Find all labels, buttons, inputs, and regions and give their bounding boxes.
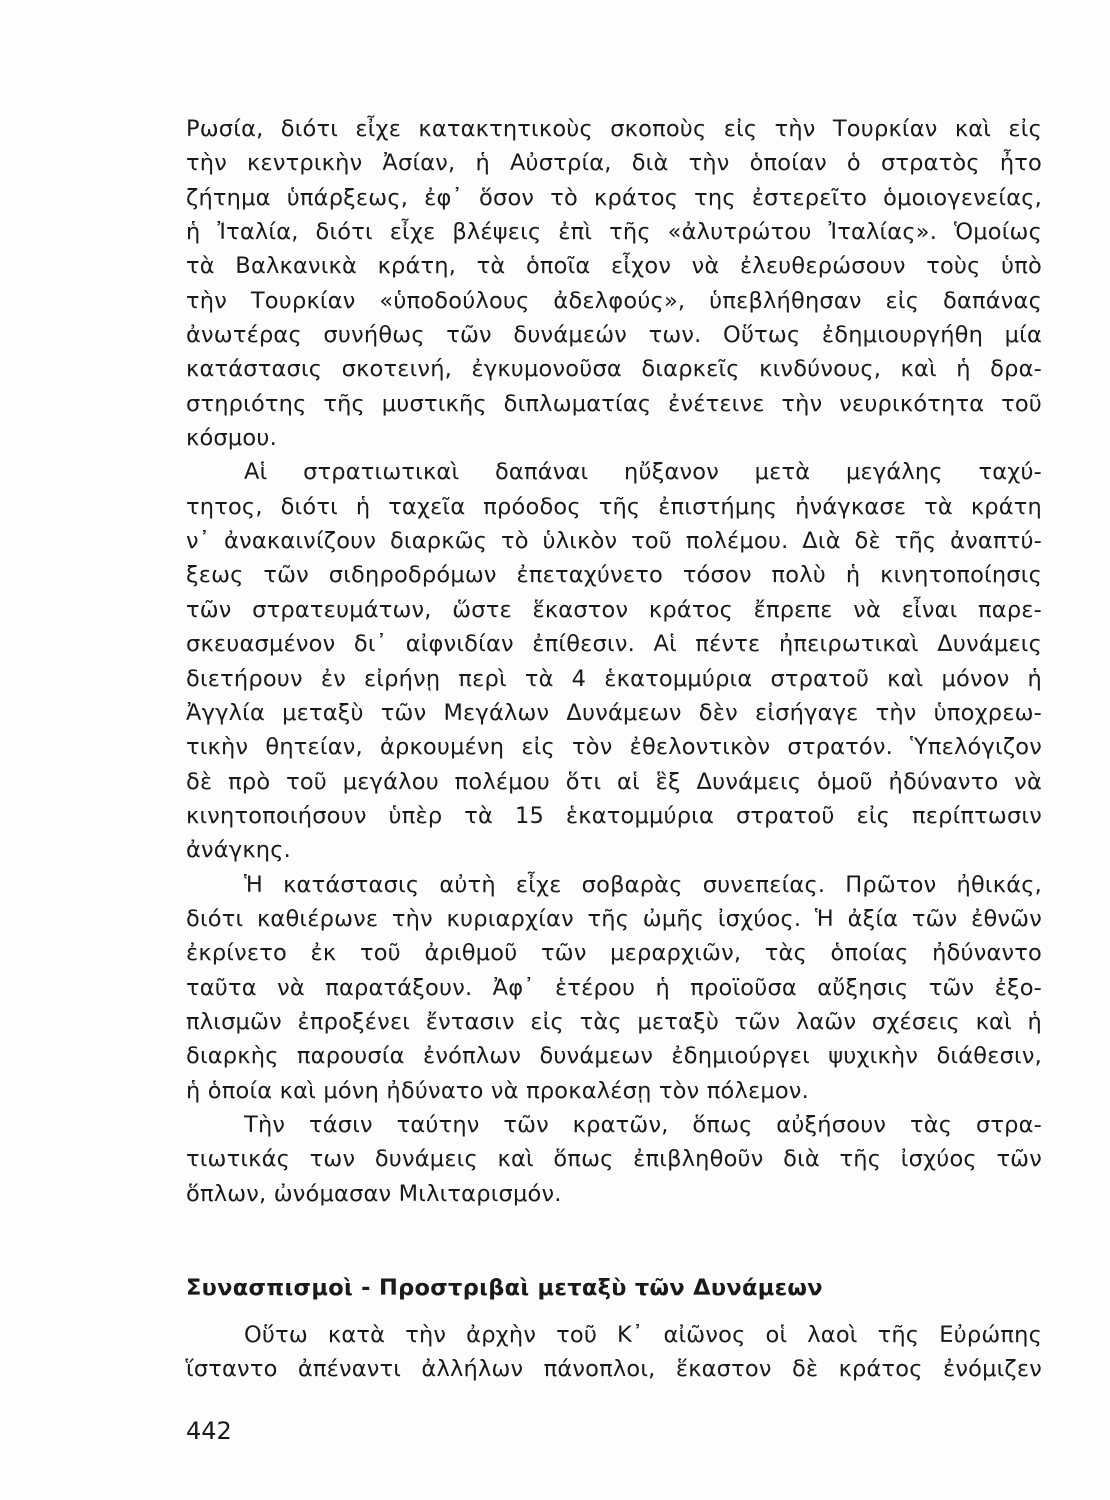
text-line: ἐκρίνετο ἐκ τοῦ ἀριθμοῦ τῶν μεραρχιῶν, τὰς ὁποίας ἠδύναντο (186, 940, 1042, 967)
text-line: διετήρουν ἐν εἰρήνῃ περὶ τὰ 4 ἑκατομμύρια στρατοῦ καὶ μόνον ἡ (186, 665, 1042, 692)
text-line: πλισμῶν ἐπροξένει ἔντασιν εἰς τὰς μεταξὺ τῶν λαῶν σχέσεις καὶ ἡ (186, 1008, 1042, 1035)
text-line: Οὕτω κατὰ τὴν ἀρχὴν τοῦ Κ᾽ αἰῶνος οἱ λαοὶ τῆς Εὐρώπης (244, 1322, 1042, 1348)
text-line: τιωτικάς των δυνάμεις καὶ ὅπως ἐπιβληθοῦν διὰ τῆς ἰσχύος τῶν (186, 1146, 1042, 1173)
text-line: τὴν κεντρικὴν Ἀσίαν, ἡ Αὐστρία, διὰ τὴν ὁποίαν ὁ στρατὸς ἦτο (186, 150, 1042, 177)
text-line: τὴν Τουρκίαν «ὑποδούλους ἀδελφούς», ὑπεβλήθησαν εἰς δαπάνας (186, 287, 1042, 314)
section-heading: Συνασπισμοὶ - Προστριβαὶ μεταξὺ τῶν Δυνάμεων (186, 1275, 823, 1301)
text-line: ἡ ὁποία καὶ μόνη ἠδύνατο νὰ προκαλέσῃ τὸν πόλεμον. (186, 1077, 809, 1104)
text-line: ν᾽ ἀνακαινίζουν διαρκῶς τὸ ὑλικὸν τοῦ πολέμου. Διὰ δὲ τῆς ἀναπτύ- (186, 528, 1042, 555)
text-line: Ἡ κατάστασις αὐτὴ εἶχε σοβαρὰς συνεπείας. Πρῶτον ἠθικάς, (244, 871, 1042, 898)
text-line: σκευασμένον δι᾽ αἰφνιδίαν ἐπίθεσιν. Αἱ πέντε ἠπειρωτικαὶ Δυνάμεις (186, 631, 1042, 658)
text-line: τητος, διότι ἡ ταχεῖα πρόοδος τῆς ἐπιστήμης ἠνάγκασε τὰ κράτη (186, 493, 1042, 520)
text-line: ἵσταντο ἀπέναντι ἀλλήλων πάνοπλοι, ἕκαστον δὲ κράτος ἐνόμιζεν (186, 1356, 1042, 1383)
text-line: κινητοποιήσουν ὑπὲρ τὰ 15 ἑκατομμύρια στρατοῦ εἰς περίπτωσιν (186, 802, 1042, 829)
body-text-upper (186, 112, 1042, 1211)
text-line: κόσμου. (186, 425, 277, 452)
text-line: ἡ Ἰταλία, διότι εἶχε βλέψεις ἐπὶ τῆς «ἀλυτρώτου Ἰταλίας». Ὁμοίως (186, 219, 1042, 246)
text-line: τῶν στρατευμάτων, ὥστε ἕκαστον κράτος ἔπρεπε νὰ εἶναι παρε- (186, 596, 1042, 623)
text-line: τικὴν θητείαν, ἀρκουμένη εἰς τὸν ἐθελοντικὸν στρατόν. Ὑπελόγιζον (186, 734, 1042, 761)
text-line: ταῦτα νὰ παρατάξουν. Ἀφ᾽ ἑτέρου ἡ προϊοῦσα αὔξησις τῶν ἐξο- (186, 974, 1042, 1001)
text-line: Ἀγγλία μεταξὺ τῶν Μεγάλων Δυνάμεων δὲν εἰσήγαγε τὴν ὑποχρεω- (186, 699, 1042, 726)
text-line: ἀνωτέρας συνήθως τῶν δυνάμεών των. Οὕτως ἐδημιουργήθη μία (186, 322, 1042, 349)
text-line: διαρκὴς παρουσία ἐνόπλων δυνάμεων ἐδημιούργει ψυχικὴν διάθεσιν, (186, 1043, 1042, 1070)
text-line: δὲ πρὸ τοῦ μεγάλου πολέμου ὅτι αἱ ἓξ Δυνάμεις ὁμοῦ ἠδύναντο νὰ (186, 768, 1042, 795)
text-line: τὰ Βαλκανικὰ κράτη, τὰ ὁποῖα εἶχον νὰ ἐλευθερώσουν τοὺς ὑπὸ (186, 253, 1042, 280)
text-line: ἀνάγκης. (186, 837, 292, 864)
text-line: ζήτημα ὑπάρξεως, ἐφ᾽ ὅσον τὸ κράτος της ἐστερεῖτο ὁμοιογενείας, (186, 184, 1042, 211)
page-number: 442 (186, 1417, 232, 1445)
text-line: Ρωσία, διότι εἶχε κατακτητικοὺς σκοποὺς εἰς τὴν Τουρκίαν καὶ εἰς (186, 116, 1042, 142)
text-line: ὅπλων, ὠνόμασαν Μιλιταρισμόν. (186, 1180, 562, 1207)
body-text-lower (186, 1318, 1042, 1387)
text-line: στηριότης τῆς μυστικῆς διπλωματίας ἐνέτεινε τὴν νευρικότητα τοῦ (186, 390, 1042, 417)
text-line: Αἱ στρατιωτικαὶ δαπάναι ηὔξανον μετὰ μεγάλης ταχύ- (244, 459, 1042, 486)
text-line: κατάστασις σκοτεινή, ἐγκυμονοῦσα διαρκεῖς κινδύνους, καὶ ἡ δρα- (186, 356, 1042, 383)
text-line: ξεως τῶν σιδηροδρόμων ἐπεταχύνετο τόσον πολὺ ἡ κινητοποίησις (186, 562, 1042, 589)
text-line: Τὴν τάσιν ταύτην τῶν κρατῶν, ὅπως αὐξήσουν τὰς στρα- (244, 1111, 1042, 1138)
text-line: διότι καθιέρωνε τὴν κυριαρχίαν τῆς ὠμῆς ἰσχύος. Ἡ ἀξία τῶν ἐθνῶν (186, 905, 1042, 932)
